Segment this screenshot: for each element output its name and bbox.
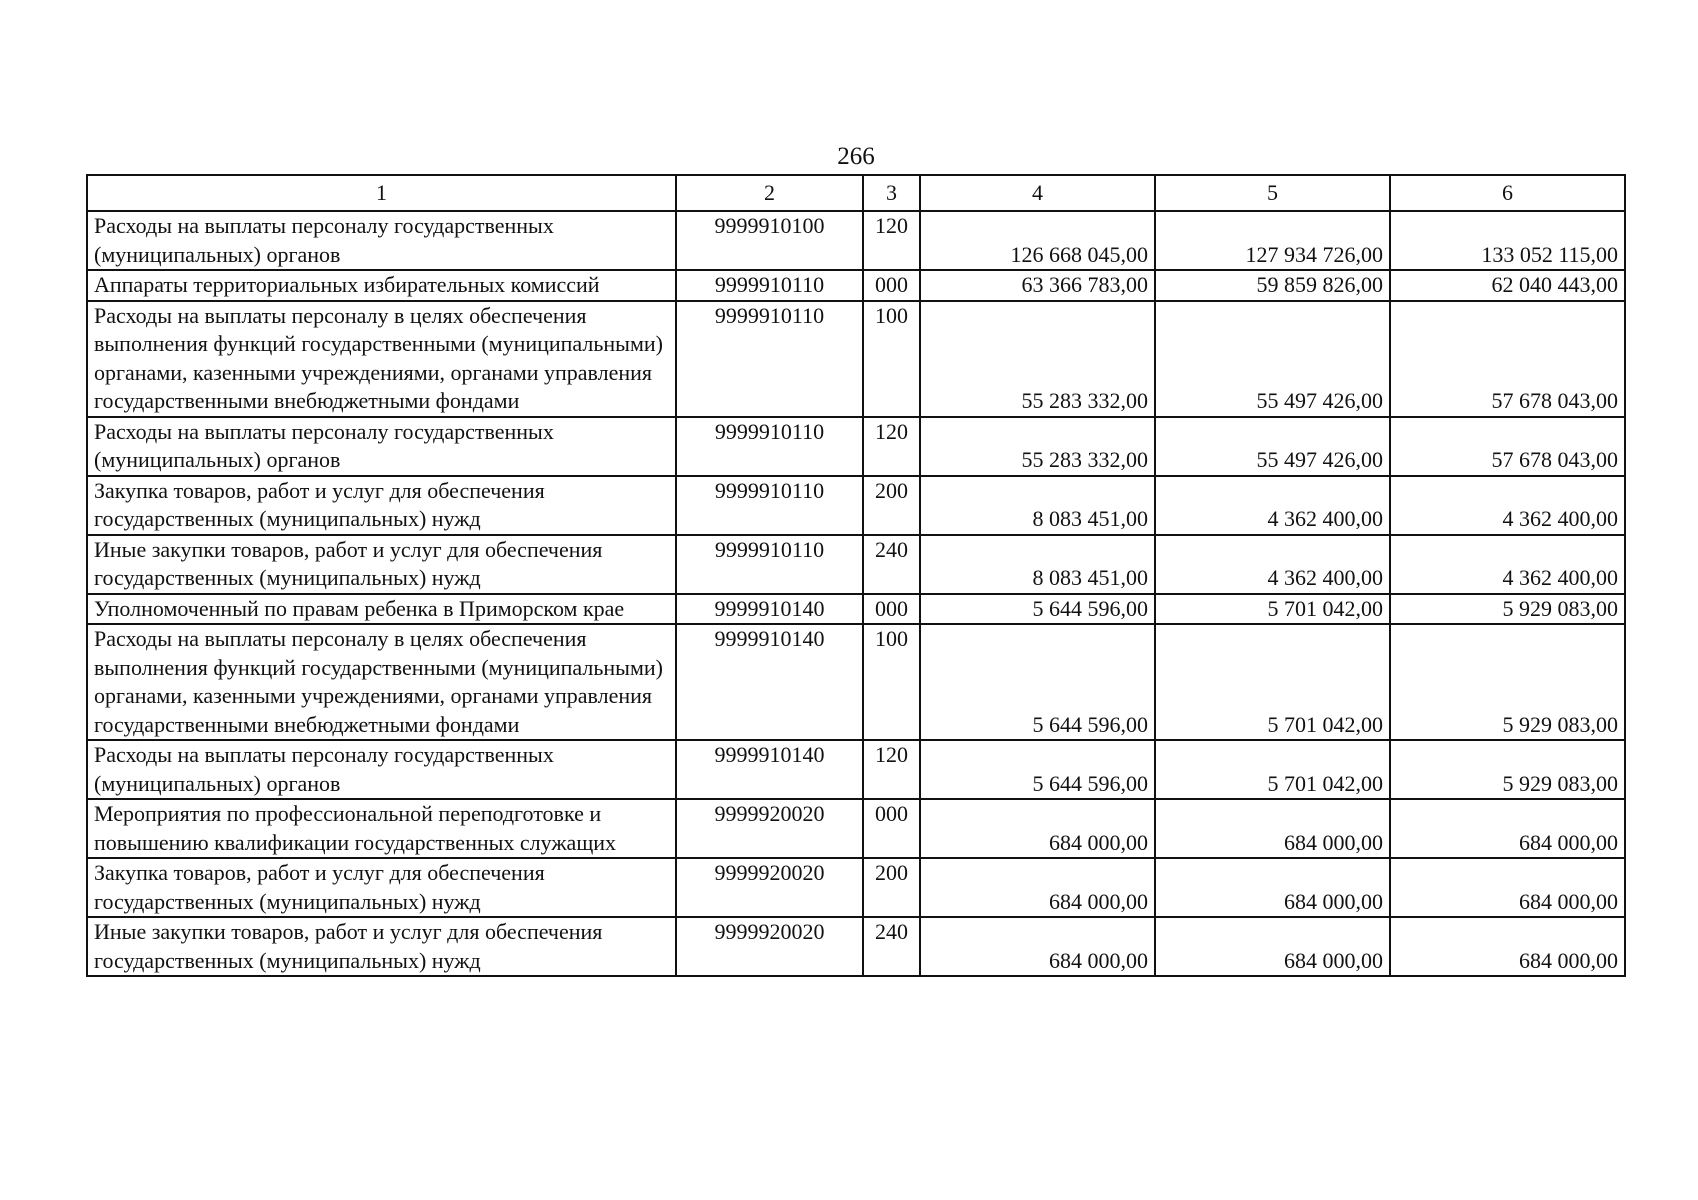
amount-year-2: 127 934 726,00	[1155, 211, 1390, 270]
table-row	[87, 917, 1625, 976]
amount-year-1: 5 644 596,00	[920, 624, 1155, 740]
amount-year-2: 684 000,00	[1155, 917, 1390, 976]
page-number: 266	[837, 143, 875, 170]
expense-name: Иные закупки товаров, работ и услуг для обеспечения государственных (муниципальных) нужд	[87, 535, 676, 594]
amount-year-1: 8 083 451,00	[920, 535, 1155, 594]
amount-year-2: 4 362 400,00	[1155, 476, 1390, 535]
table-row	[87, 858, 1625, 917]
amount-year-1: 5 644 596,00	[920, 740, 1155, 799]
expense-type-code: 120	[863, 417, 920, 476]
expense-name: Расходы на выплаты персоналу государственных (муниципальных) органов	[87, 740, 676, 799]
target-article-code: 9999920020	[676, 858, 863, 917]
amount-year-3: 5 929 083,00	[1390, 624, 1625, 740]
expense-name: Иные закупки товаров, работ и услуг для обеспечения государственных (муниципальных) нужд	[87, 917, 676, 976]
expense-type-code: 100	[863, 301, 920, 417]
target-article-code: 9999920020	[676, 799, 863, 858]
expense-type-code: 200	[863, 858, 920, 917]
expense-type-code: 120	[863, 211, 920, 270]
target-article-code: 9999920020	[676, 917, 863, 976]
table-row	[87, 270, 1625, 301]
amount-year-1: 684 000,00	[920, 858, 1155, 917]
expense-name: Мероприятия по профессиональной переподготовке и повышению квалификации государственных служащих	[87, 799, 676, 858]
expense-name: Закупка товаров, работ и услуг для обеспечения государственных (муниципальных) нужд	[87, 858, 676, 917]
target-article-code: 9999910110	[676, 476, 863, 535]
expense-name: Уполномоченный по правам ребенка в Приморском крае	[87, 594, 676, 625]
budget-table	[86, 174, 1626, 977]
column-header: 3	[863, 175, 920, 211]
expense-type-code: 000	[863, 799, 920, 858]
amount-year-2: 59 859 826,00	[1155, 270, 1390, 301]
amount-year-1: 55 283 332,00	[920, 301, 1155, 417]
target-article-code: 9999910110	[676, 301, 863, 417]
table-row	[87, 417, 1625, 476]
amount-year-3: 5 929 083,00	[1390, 594, 1625, 625]
amount-year-2: 4 362 400,00	[1155, 535, 1390, 594]
target-article-code: 9999910110	[676, 270, 863, 301]
expense-name: Расходы на выплаты персоналу в целях обеспечения выполнения функций государственными (муниципальными) органами, казенными учреждениями, органами управления государственными внебюджетными фондами	[87, 624, 676, 740]
target-article-code: 9999910140	[676, 594, 863, 625]
column-header: 6	[1390, 175, 1625, 211]
expense-type-code: 120	[863, 740, 920, 799]
amount-year-3: 62 040 443,00	[1390, 270, 1625, 301]
amount-year-1: 126 668 045,00	[920, 211, 1155, 270]
amount-year-1: 5 644 596,00	[920, 594, 1155, 625]
table-row	[87, 624, 1625, 740]
amount-year-2: 55 497 426,00	[1155, 417, 1390, 476]
expense-type-code: 000	[863, 594, 920, 625]
amount-year-1: 55 283 332,00	[920, 417, 1155, 476]
expense-type-code: 240	[863, 535, 920, 594]
amount-year-2: 5 701 042,00	[1155, 594, 1390, 625]
amount-year-3: 57 678 043,00	[1390, 301, 1625, 417]
column-number-row	[87, 175, 1625, 211]
amount-year-3: 4 362 400,00	[1390, 535, 1625, 594]
amount-year-2: 5 701 042,00	[1155, 624, 1390, 740]
table-row	[87, 211, 1625, 270]
target-article-code: 9999910100	[676, 211, 863, 270]
amount-year-3: 684 000,00	[1390, 799, 1625, 858]
target-article-code: 9999910140	[676, 624, 863, 740]
expense-name: Аппараты территориальных избирательных комиссий	[87, 270, 676, 301]
amount-year-3: 5 929 083,00	[1390, 740, 1625, 799]
column-header: 4	[920, 175, 1155, 211]
table-body	[87, 211, 1625, 976]
target-article-code: 9999910110	[676, 535, 863, 594]
amount-year-3: 4 362 400,00	[1390, 476, 1625, 535]
table-row	[87, 476, 1625, 535]
expense-type-code: 100	[863, 624, 920, 740]
table-row	[87, 301, 1625, 417]
table-row	[87, 740, 1625, 799]
amount-year-2: 684 000,00	[1155, 799, 1390, 858]
expense-name: Расходы на выплаты персоналу государственных (муниципальных) органов	[87, 211, 676, 270]
amount-year-1: 684 000,00	[920, 799, 1155, 858]
amount-year-2: 684 000,00	[1155, 858, 1390, 917]
amount-year-3: 684 000,00	[1390, 917, 1625, 976]
target-article-code: 9999910140	[676, 740, 863, 799]
expense-name: Расходы на выплаты персоналу в целях обеспечения выполнения функций государственными (муниципальными) органами, казенными учреждениями, органами управления государственными внебюджетными фондами	[87, 301, 676, 417]
expense-name: Закупка товаров, работ и услуг для обеспечения государственных (муниципальных) нужд	[87, 476, 676, 535]
amount-year-3: 684 000,00	[1390, 858, 1625, 917]
table-row	[87, 594, 1625, 625]
table-row	[87, 799, 1625, 858]
target-article-code: 9999910110	[676, 417, 863, 476]
expense-type-code: 240	[863, 917, 920, 976]
column-header: 1	[87, 175, 676, 211]
expense-name: Расходы на выплаты персоналу государственных (муниципальных) органов	[87, 417, 676, 476]
amount-year-2: 5 701 042,00	[1155, 740, 1390, 799]
expense-type-code: 000	[863, 270, 920, 301]
column-header: 5	[1155, 175, 1390, 211]
amount-year-1: 63 366 783,00	[920, 270, 1155, 301]
amount-year-1: 8 083 451,00	[920, 476, 1155, 535]
expense-type-code: 200	[863, 476, 920, 535]
amount-year-1: 684 000,00	[920, 917, 1155, 976]
column-header: 2	[676, 175, 863, 211]
amount-year-3: 133 052 115,00	[1390, 211, 1625, 270]
amount-year-2: 55 497 426,00	[1155, 301, 1390, 417]
table-row	[87, 535, 1625, 594]
amount-year-3: 57 678 043,00	[1390, 417, 1625, 476]
